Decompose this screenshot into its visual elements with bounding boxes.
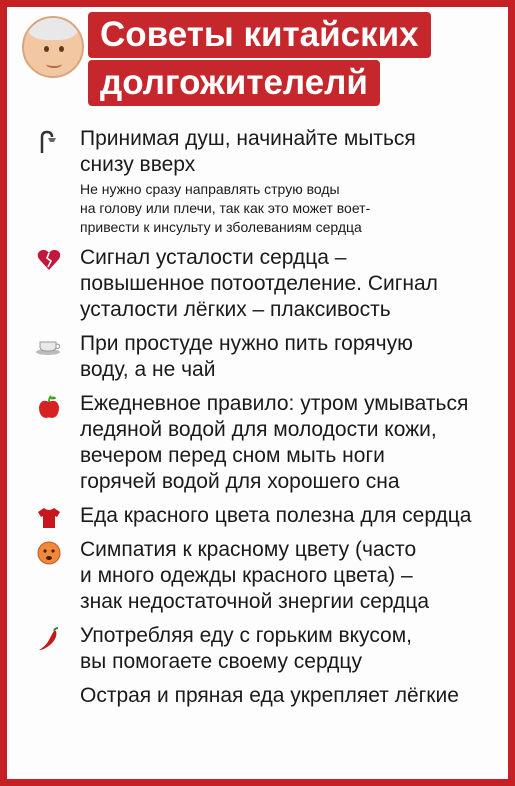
apple-icon	[34, 394, 64, 422]
tip-text: Симпатия к красному цвету (часто и много одежды красного цвета) – знак недостаточной знергии сердца	[80, 538, 430, 613]
tip-subtext: Не нужно сразу направлять струю воды на голову или плечи, так как это может воет- привести к инсульту и зболеваниям сердца	[80, 181, 371, 235]
tip-chili	[34, 623, 494, 675]
worried-face-icon	[34, 540, 64, 568]
tip-tea	[34, 331, 494, 383]
tip-heart	[34, 245, 494, 323]
title-line-1: Советы китайских	[88, 12, 431, 58]
tip-shower	[34, 126, 494, 237]
tip-text: Принимая душ, начинайте мыться снизу вверх	[80, 127, 416, 176]
chili-pepper-icon	[34, 626, 64, 654]
old-man-emoji-icon	[22, 16, 84, 78]
tip-text: Острая и пряная еда укрепляет лёгкие	[80, 684, 459, 707]
tip-apple	[34, 391, 494, 495]
tip-text: Ежедневное правило: утром умываться ледяной водой для молодости кожи, вечером перед сном мыть ноги горячей водой для хорошего сна	[80, 392, 469, 493]
shower-icon	[34, 129, 64, 157]
tips-list	[34, 126, 494, 717]
tip-spicy	[34, 683, 494, 709]
tea-cup-icon	[34, 334, 64, 362]
tip-shirt	[34, 503, 494, 529]
header	[22, 10, 492, 110]
tip-text: Еда красного цвета полезна для сердца	[80, 504, 472, 527]
page-title	[88, 10, 488, 108]
tip-text: При простуде нужно пить горячую воду, а не чай	[80, 332, 413, 381]
title-line-2: долгожителелй	[88, 60, 380, 106]
tip-text: Употребляя еду с горьким вкусом, вы помогаете своему сердцу	[80, 624, 413, 673]
tip-text: Сигнал усталости сердца – повышенное потоотделение. Сигнал усталости лёгких – плаксивость	[80, 246, 438, 321]
shirt-icon	[34, 506, 64, 534]
broken-heart-icon	[34, 248, 64, 276]
tip-face	[34, 537, 494, 615]
